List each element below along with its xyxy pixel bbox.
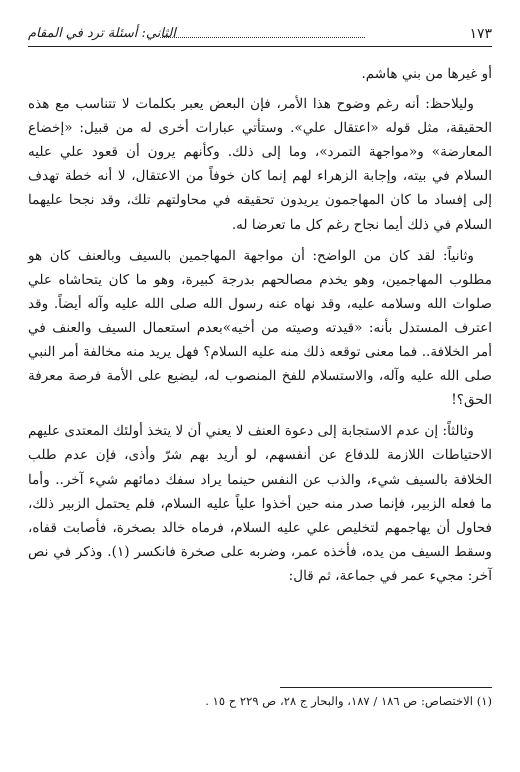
- footnote: (١) الاختصاص: ص ١٨٦ / ١٨٧، والبحار ج ٢٨، ص ٢٢٩ ح ١٥ .: [205, 694, 492, 708]
- paragraph-third-point: وثالثاً: إن عدم الاستجابة إلى دعوة العنف لا يعني أن لا يتخذ أولئك المعتدى عليهم الاحتياطات اللازمة للدفاع عن أنفسهم، لو أريد بهم شرّ وأذى، فإن عدم طلب الخلافة بالسيف شيء، والذب عن النفس حينما يراد سفك دمائهم شيء آخر.. وأما ما فعله الزبير، فإنما صدر منه حين أخذوا علياً عليه السلام، فلم يحتمل الزبير ذلك، فحاول أن يهاجمهم لتخليص علي عليه السلام، فرماه خالد بصخرة، فأصابت قفاه، وسقط السيف من يده، فأخذه عمر، وضربه على صخرة فانكسر (١). وذكر في نص آخر: مجيء عمر في جماعة، ثم قال:: [28, 423, 492, 584]
- paragraph-note: وليلاحظ: أنه رغم وضوح هذا الأمر، فإن البعض يعبر بكلمات لا تتناسب مع هذه الحقيقة، مثل قوله «اعتقال علي». وستأتي عبارات أخرى له من قبيل: «إخضاع المعارضة» و«مواجهة التمرد»، وما إلى ذلك. وكأنهم يرون أن قعود علي عليه السلام في بيته، وإجابة الزهراء لهم إنما كان خوفاً من الاعتقال، لا أنه خطة تهدف إلى إفساد ما كان المهاجمون يريدون تحقيقه في محاولتهم تلك، وقد نجحا عليهما السلام في ذلك أيما نجاح رغم كل ما تعرضا له.: [28, 96, 492, 233]
- footnote-separator: [280, 687, 492, 688]
- paragraph-lead: أو غيرها من بني هاشم.: [361, 66, 492, 82]
- page-number: ١٧٣: [469, 26, 492, 42]
- running-title: الثاني: أسئلة ترد في المقام: [28, 26, 176, 41]
- paragraph-second-point: وثانياً: لقد كان من الواضح: أن مواجهة المهاجمين بالسيف وبالعنف كان هو مطلوب المهاجمين، وهو يخدم مصالحهم بدرجة كبيرة، وهو ما كان يتحاشاه علي صلوات الله وسلامه عليه، وقد نهاه عنه رسول الله صلى الله عليه وآله أيضاً. وقد اعترف المستدل بأنه: «قيدته وصيته من أخيه»بعدم استعمال السيف والعنف في أمر الخلافة.. فما معنى توقعه ذلك منه عليه السلام؟ فهل يريد منه مخالفة أمر النبي صلى الله عليه وآله، والاستسلام للفخ المنصوب له، ليضيع على الأمة فرصة معرفة الحق؟!: [28, 247, 492, 409]
- header-dotted-leader: [160, 27, 365, 38]
- body-text: [28, 62, 492, 588]
- running-header: [28, 22, 492, 47]
